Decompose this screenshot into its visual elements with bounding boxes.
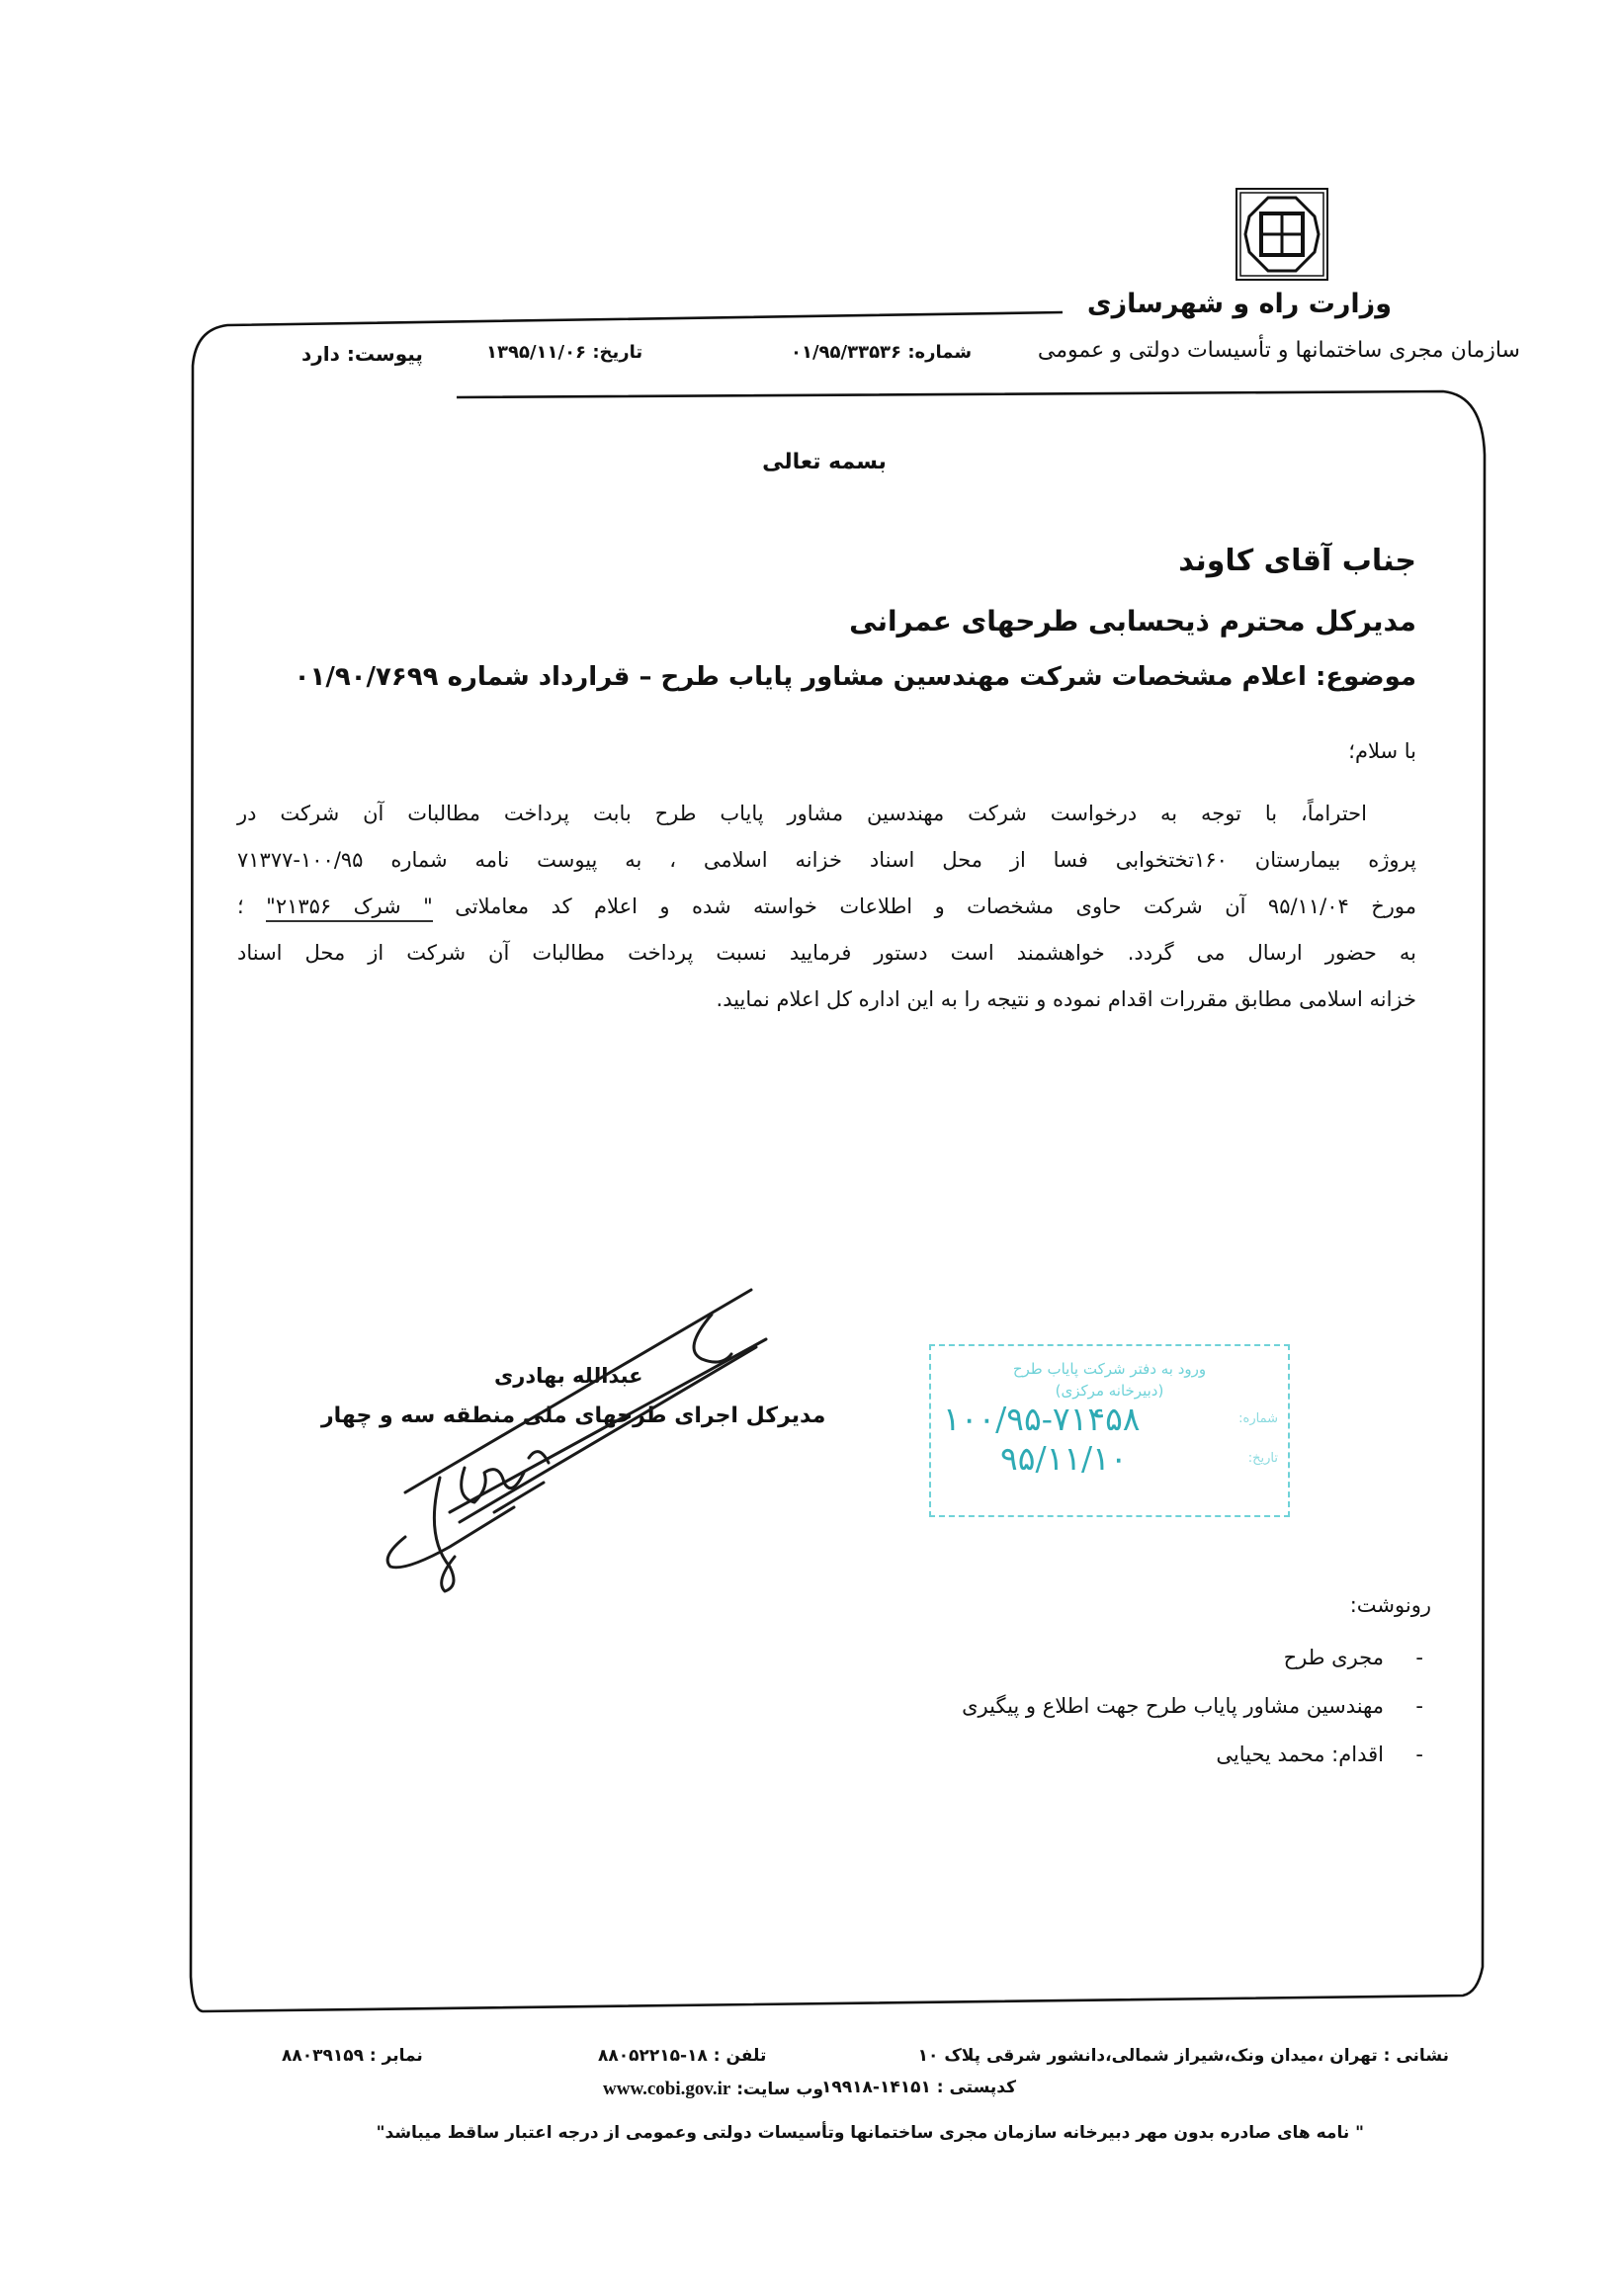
invocation: بسمه تعالی (762, 450, 887, 474)
letter-date (486, 342, 642, 363)
footer-disclaimer: " نامه های صادره بدون مهر دبیرخانه سازمان مجری ساختمانها وتأسیسات دولتی وعمومی از درجه اعتبار ساقط میباشد" (376, 2123, 1364, 2143)
trade-code: " شرک ۲۱۳۵۶" (266, 894, 433, 922)
received-stamp (929, 1344, 1290, 1517)
footer-fax: نمابر : ۸۸۰۳۹۱۵۹ (282, 2046, 423, 2066)
footer-address: نشانی : تهران ،میدان ونک،شیراز شمالی،دانشور شرقی پلاک ۱۰ (917, 2046, 1449, 2066)
stamp-title: ورود به دفتر شرکت پایاب طرح (1012, 1360, 1207, 1378)
letter-number-value: ۰۱/۹۵/۳۳۵۳۶ (791, 342, 902, 363)
paragraph-punct: ؛ (237, 894, 267, 918)
copies-list (962, 1646, 1423, 1791)
copy-item-text: مهندسین مشاور پایاب طرح جهت اطلاع و پیگیری (962, 1694, 1384, 1718)
copy-item-text: مجری طرح (1283, 1646, 1384, 1669)
recipient-title: مدیرکل محترم ذیحسابی طرحهای عمرانی (849, 605, 1416, 638)
attachment-label: پیوست: (346, 342, 423, 366)
paragraph-line (237, 884, 1416, 930)
stamp-date-row (931, 1439, 1288, 1479)
letter-date-value: ۱۳۹۵/۱۱/۰۶ (486, 342, 587, 363)
footer-website (603, 2079, 823, 2100)
attachment-value: دارد (301, 342, 340, 366)
organization-name: سازمان مجری ساختمانها و تأسیسات دولتی و عمومی (1037, 338, 1520, 363)
copy-item (962, 1694, 1423, 1743)
signer-title: مدیرکل اجرای طرحهای ملی منطقه سه و چهار (321, 1403, 826, 1428)
letter-number (791, 342, 972, 363)
body-paragraph (237, 791, 1416, 1023)
signer-name: عبدالله بهادری (494, 1364, 643, 1388)
stamp-date-label: تاریخ: (1247, 1451, 1278, 1466)
paragraph-line: به حضور ارسال می گردد. خواهشمند است دستور فرمایید نسبت پرداخت مطالبات آن شرکت از محل اسناد (237, 941, 1416, 965)
handwritten-signature (366, 1240, 820, 1616)
paragraph-line: خزانه اسلامی مطابق مقررات اقدام نموده و نتیجه را به این اداره کل اعلام نمایید. (716, 987, 1416, 1011)
paragraph-line-text: مورخ ۹۵/۱۱/۰۴ آن شرکت حاوی مشخصات و اطلاعات خواسته شده و اعلام کد معاملاتی (432, 894, 1416, 918)
letter-attachment (301, 342, 423, 366)
website-link[interactable]: www.cobi.gov.ir (603, 2079, 731, 2099)
stamp-number-label: شماره: (1238, 1411, 1278, 1426)
recipient: جناب آقای کاوند (1178, 544, 1416, 578)
website-label: وب سایت: (736, 2080, 824, 2099)
copies-title: رونوشت: (1349, 1593, 1431, 1617)
paragraph-line: احتراماً، با توجه به درخواست شرکت مهندسین مشاور پایاب طرح بابت پرداخت مطالبات آن شرکت در (237, 802, 1367, 825)
letter-number-label: شماره: (907, 342, 973, 363)
greeting: با سلام؛ (1348, 739, 1416, 763)
copy-item-text: اقدام: محمد یحیایی (1216, 1743, 1384, 1766)
ministry-name: وزارت راه و شهرسازی (1086, 289, 1392, 319)
stamp-number-value: ۱۰۰/۹۵-۷۱۴۵۸ (943, 1400, 1141, 1438)
stamp-number-row (931, 1400, 1288, 1439)
footer-postal-code: کدپستی : ۱۴۱۵۱-۱۹۹۱۸ (820, 2078, 1016, 2097)
stamp-date-value: ۹۵/۱۱/۱۰ (1000, 1439, 1128, 1478)
paragraph-line: پروژه بیمارستان ۱۶۰تختخوابی فسا از محل اسناد خزانه اسلامی ، به پیوست نامه شماره ۱۰۰/۹۵-۷۱۳۷۷ (237, 848, 1416, 872)
bullet-dash: - (1415, 1694, 1423, 1718)
subject-line: موضوع: اعلام مشخصات شرکت مهندسین مشاور پایاب طرح – قرارداد شماره ۰۱/۹۰/۷۶۹۹ (294, 662, 1416, 692)
ministry-emblem-icon (1236, 188, 1328, 281)
bullet-dash: - (1415, 1743, 1423, 1766)
footer-phone: تلفن : ۱۸-۸۸۰۵۲۲۱۵ (598, 2046, 767, 2066)
copy-item (962, 1646, 1423, 1694)
bullet-dash: - (1415, 1646, 1423, 1669)
letter-date-label: تاریخ: (592, 342, 643, 363)
stamp-subtitle: (دبیرخانه مرکزی) (1055, 1382, 1164, 1400)
copy-item (962, 1743, 1423, 1791)
